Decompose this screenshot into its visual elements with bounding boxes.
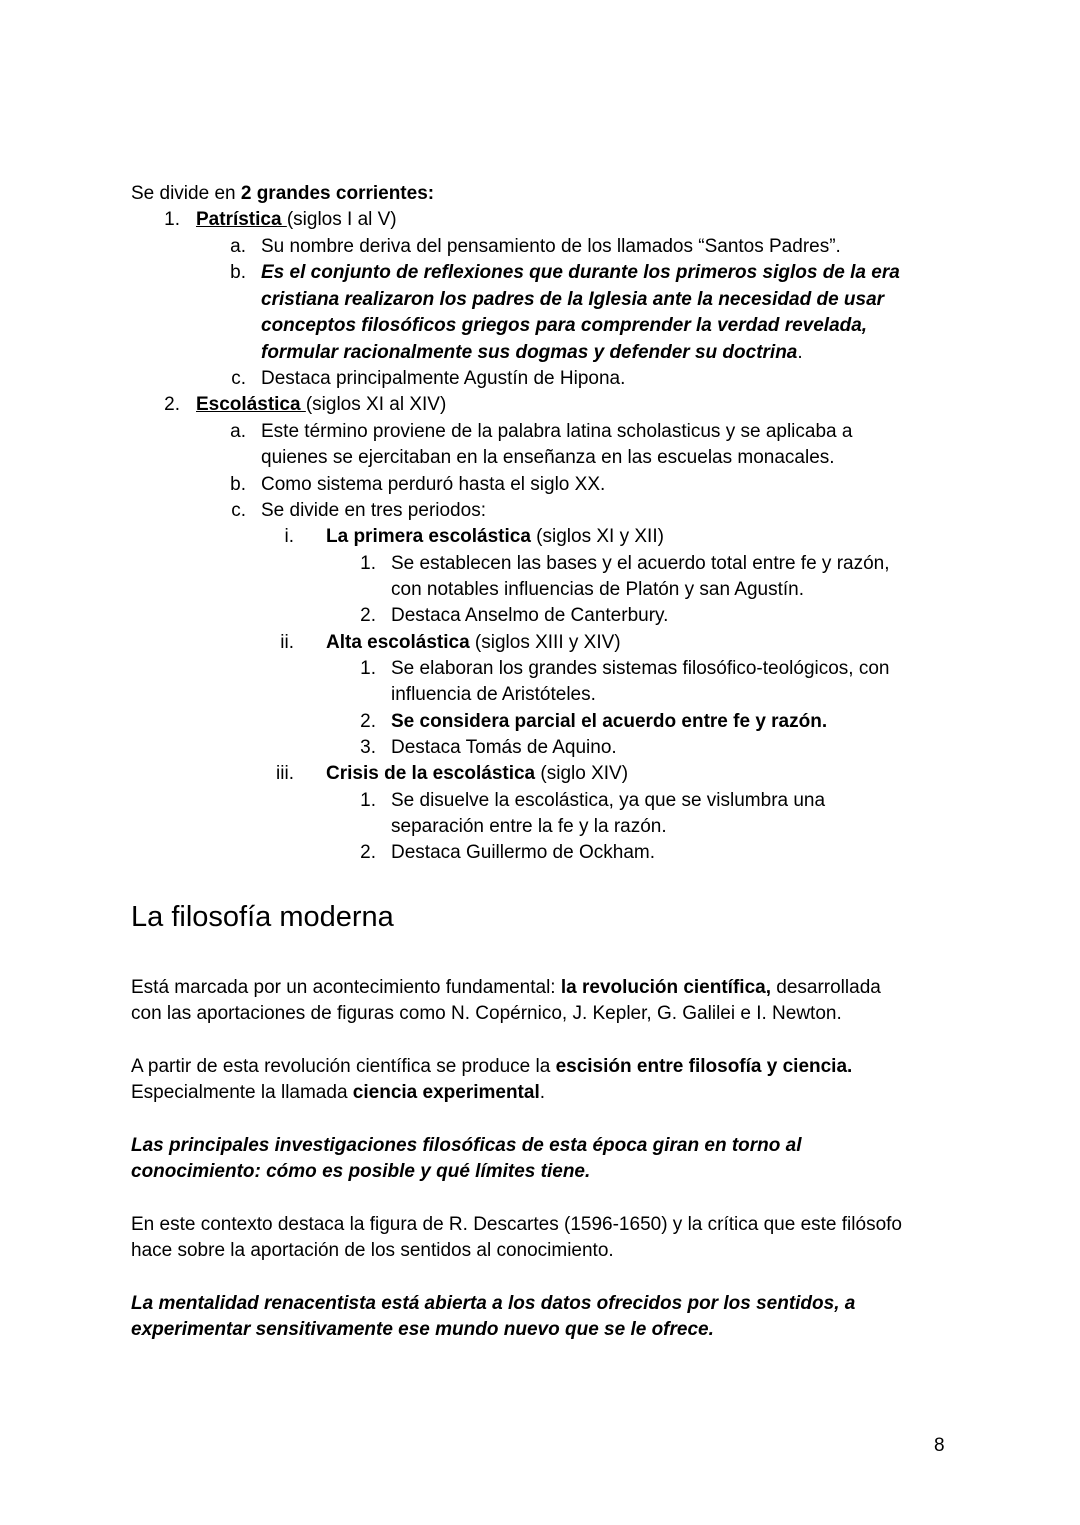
list-marker: 1. xyxy=(164,209,180,230)
paragraph-line: Las principales investigaciones filosóficas de esta época giran en torno al xyxy=(131,1135,802,1156)
list-marker: ii. xyxy=(280,632,294,653)
list-marker: 1. xyxy=(360,658,376,679)
list-item-escolastica xyxy=(196,392,446,418)
list-marker: i. xyxy=(284,526,294,547)
list-item-patristica xyxy=(196,207,397,233)
list-item-line: Destaca Guillermo de Ockham. xyxy=(391,842,655,863)
list-item-line: Destaca Anselmo de Canterbury. xyxy=(391,605,669,626)
intro-line xyxy=(131,181,434,207)
text: Especialmente la llamada xyxy=(131,1082,353,1103)
list-marker: c. xyxy=(231,500,246,521)
list-marker: 2. xyxy=(360,605,376,626)
escolastica-title: Escolástica xyxy=(196,394,306,415)
list-item: Se divide en tres periodos: xyxy=(261,500,486,521)
range: (siglos XIII y XIV) xyxy=(469,632,621,653)
range: (siglos XI y XII) xyxy=(530,526,664,547)
list-marker: 1. xyxy=(360,553,376,574)
list-marker: a. xyxy=(230,421,246,442)
paragraph-line xyxy=(131,1054,852,1080)
list-item-line: Se considera parcial el acuerdo entre fe y razón. xyxy=(391,711,828,732)
list-marker: 1. xyxy=(360,790,376,811)
list-item-line: quienes se ejercitaban en la enseñanza en las escuelas monacales. xyxy=(261,447,835,468)
list-item: Su nombre deriva del pensamiento de los llamados “Santos Padres”. xyxy=(261,236,841,257)
list-item-line: Se disuelve la escolástica, ya que se vislumbra una xyxy=(391,790,826,811)
list-item-line: Se elaboran los grandes sistemas filosófico-teológicos, con xyxy=(391,658,890,679)
patristica-title: Patrística xyxy=(196,209,287,230)
text: desarrollada xyxy=(770,977,881,998)
list-marker: b. xyxy=(230,474,246,495)
paragraph-line: experimentar sensitivamente ese mundo nuevo que se le ofrece. xyxy=(131,1319,714,1340)
section-heading: La filosofía moderna xyxy=(131,901,394,933)
list-marker: c. xyxy=(231,368,246,389)
bold-text: la revolución científica, xyxy=(560,977,771,998)
list-item-line xyxy=(261,340,803,366)
period-title xyxy=(326,630,621,656)
list-marker: b. xyxy=(230,262,246,283)
page-number: 8 xyxy=(934,1435,945,1456)
text: . xyxy=(797,342,803,363)
bold-text: ciencia experimental xyxy=(352,1082,540,1103)
text: Alta escolástica xyxy=(326,632,470,653)
period-title xyxy=(326,761,628,787)
list-item: Destaca principalmente Agustín de Hipona. xyxy=(261,368,626,389)
list-item-line: Destaca Tomás de Aquino. xyxy=(391,737,617,758)
list-item: Como sistema perduró hasta el siglo XX. xyxy=(261,474,606,495)
paragraph-line: En este contexto destaca la figura de R. Descartes (1596-1650) y la crítica que este filósofo xyxy=(131,1214,902,1235)
list-marker: 3. xyxy=(360,737,376,758)
bold-text: escisión entre filosofía y ciencia. xyxy=(555,1056,853,1077)
list-marker: 2. xyxy=(360,711,376,732)
paragraph-line: conocimiento: cómo es posible y qué límites tiene. xyxy=(131,1161,591,1182)
list-item-line: influencia de Aristóteles. xyxy=(391,684,596,705)
paragraph-line: hace sobre la aportación de los sentidos al conocimiento. xyxy=(131,1240,614,1261)
list-marker: 2. xyxy=(164,394,180,415)
paragraph-line xyxy=(131,1080,545,1106)
text: Crisis de la escolástica xyxy=(326,763,536,784)
list-item-line: separación entre la fe y la razón. xyxy=(391,816,667,837)
bold-text: 2 grandes corrientes: xyxy=(240,183,435,204)
text: formular racionalmente sus dogmas y defender su doctrina xyxy=(261,342,798,363)
list-item-line: Es el conjunto de reflexiones que durante los primeros siglos de la era xyxy=(261,262,900,283)
text: Se divide en xyxy=(131,183,241,204)
list-marker: iii. xyxy=(276,763,294,784)
list-item-line: Se establecen las bases y el acuerdo total entre fe y razón, xyxy=(391,553,890,574)
list-item-line: Este término proviene de la palabra latina scholasticus y se aplicaba a xyxy=(261,421,853,442)
paragraph-line: La mentalidad renacentista está abierta a los datos ofrecidos por los sentidos, a xyxy=(131,1293,856,1314)
period-title xyxy=(326,524,664,550)
text: La primera escolástica xyxy=(326,526,531,547)
list-item-line: cristiana realizaron los padres de la Iglesia ante la necesidad de usar xyxy=(261,289,885,310)
list-item-line: con notables influencias de Platón y san Agustín. xyxy=(391,579,804,600)
text: . xyxy=(539,1082,546,1103)
list-marker: a. xyxy=(230,236,246,257)
range: (siglo XIV) xyxy=(535,763,629,784)
range: (siglos I al V) xyxy=(286,209,397,230)
range: (siglos XI al XIV) xyxy=(305,394,447,415)
paragraph-line: con las aportaciones de figuras como N. Copérnico, J. Kepler, G. Galilei e I. Newton. xyxy=(131,1003,842,1024)
text: A partir de esta revolución científica se produce la xyxy=(131,1056,556,1077)
list-item-line: conceptos filosóficos griegos para comprender la verdad revelada, xyxy=(261,315,868,336)
paragraph-line xyxy=(131,975,881,1001)
text: Está marcada por un acontecimiento fundamental: xyxy=(131,977,561,998)
list-marker: 2. xyxy=(360,842,376,863)
